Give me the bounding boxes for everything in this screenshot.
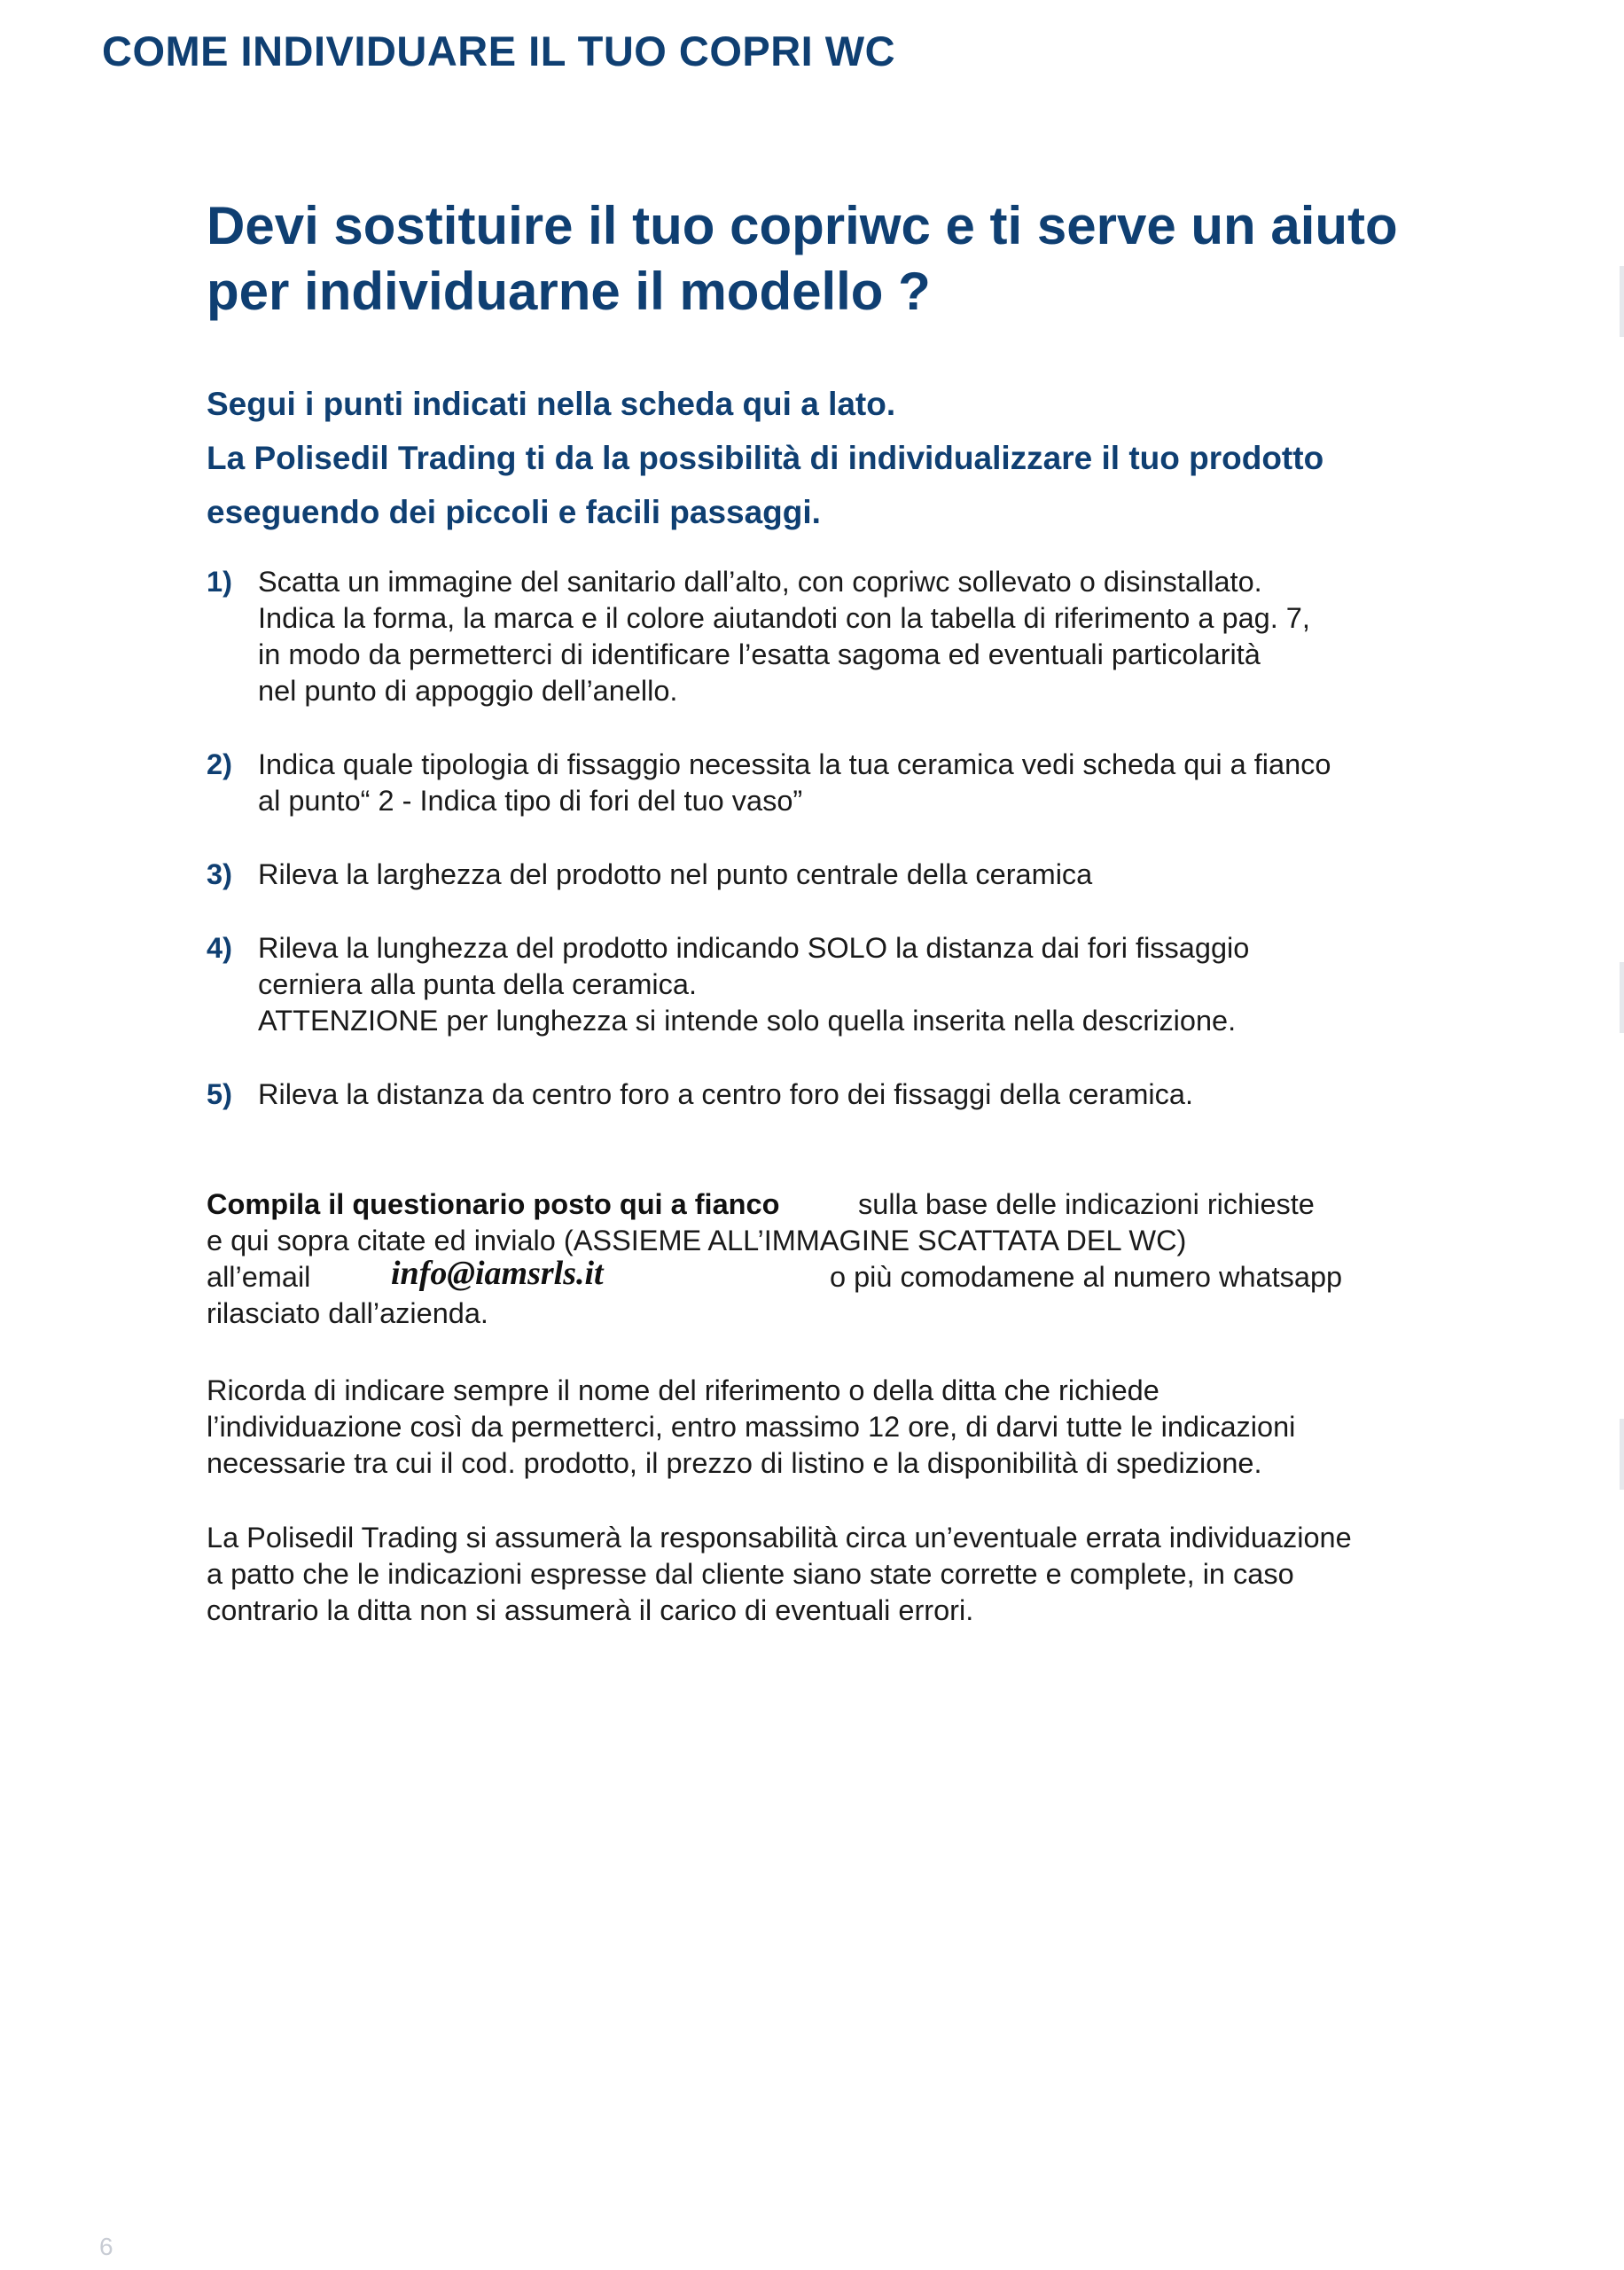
whatsapp-text: o più comodamene al numero whatsapp <box>830 1261 1343 1293</box>
questionnaire-line: e qui sopra citate ed invialo (ASSIEME ALL’IMMAGINE SCATTATA DEL WC) <box>207 1225 1187 1256</box>
questionnaire-line <box>207 1186 1501 1223</box>
step-line: Scatta un immagine del sanitario dall’alto, con copriwc sollevato o disinstallato. <box>258 566 1262 598</box>
questionnaire-line: rilasciato dall’azienda. <box>207 1297 488 1329</box>
step-number: 2) <box>207 748 232 780</box>
step-line: al punto“ 2 - Indica tipo di fori del tuo vaso” <box>258 785 803 817</box>
questionnaire-line-rest: sulla base delle indicazioni richieste <box>858 1188 1315 1220</box>
responsibility-line: a patto che le indicazioni espresse dal cliente siano state corrette e complete, in caso <box>207 1558 1294 1590</box>
responsibility-line: contrario la ditta non si assumerà il carico di eventuali errori. <box>207 1594 974 1626</box>
reminder-line: l’individuazione così da permetterci, entro massimo 12 ore, di darvi tutte le indicazioni <box>207 1411 1296 1443</box>
step-line: cerniera alla punta della ceramica. <box>258 968 697 1000</box>
responsibility-line: La Polisedil Trading si assumerà la responsabilità circa un’eventuale errata individuazione <box>207 1522 1352 1554</box>
headline-line: Devi sostituire il tuo copriwc e ti serve un aiuto <box>207 196 1398 255</box>
step-line: Indica la forma, la marca e il colore aiutandoti con la tabella di riferimento a pag. 7, <box>258 602 1310 634</box>
page-edge-mark <box>1620 962 1624 1033</box>
reminder-line: necessarie tra cui il cod. prodotto, il prezzo di listino e la disponibilità di spedizione. <box>207 1447 1262 1479</box>
step-item <box>207 930 1483 1039</box>
page-edge-mark <box>1620 266 1624 337</box>
intro-line: eseguendo dei piccoli e facili passaggi. <box>207 494 821 530</box>
intro-line: Segui i punti indicati nella scheda qui a lato. <box>207 386 896 422</box>
step-number: 4) <box>207 932 232 964</box>
questionnaire-lead: Compila il questionario posto qui a fianco <box>207 1188 780 1220</box>
step-line: Rileva la distanza da centro foro a centro foro dei fissaggi della ceramica. <box>258 1078 1193 1110</box>
step-line: in modo da permetterci di identificare l’esatta sagoma ed eventuali particolarità <box>258 638 1261 670</box>
reminder-paragraph <box>207 1373 1501 1482</box>
email-label: all’email <box>207 1261 311 1293</box>
questionnaire-paragraph <box>207 1186 1501 1332</box>
step-number: 5) <box>207 1078 232 1110</box>
email-link[interactable]: info@iamsrls.it <box>391 1255 604 1292</box>
step-line: ATTENZIONE per lunghezza si intende solo quella inserita nella descrizione. <box>258 1005 1237 1037</box>
step-number: 3) <box>207 858 232 890</box>
step-number: 1) <box>207 566 232 598</box>
responsibility-paragraph <box>207 1520 1501 1629</box>
intro-paragraph <box>207 377 1492 539</box>
step-line: Indica quale tipologia di fissaggio necessita la tua ceramica vedi scheda qui a fianco <box>258 748 1331 780</box>
reminder-line: Ricorda di indicare sempre il nome del riferimento o della ditta che richiede <box>207 1374 1159 1406</box>
page-headline <box>207 193 1483 325</box>
questionnaire-line <box>207 1255 1501 1295</box>
step-item <box>207 857 1483 893</box>
steps-list <box>207 564 1483 1150</box>
step-line: Rileva la larghezza del prodotto nel punto centrale della ceramica <box>258 858 1093 890</box>
intro-line: La Polisedil Trading ti da la possibilità di individualizzare il tuo prodotto <box>207 440 1324 476</box>
section-title: COME INDIVIDUARE IL TUO COPRI WC <box>102 27 896 74</box>
step-line: Rileva la lunghezza del prodotto indicando SOLO la distanza dai fori fissaggio <box>258 932 1250 964</box>
page-number: 6 <box>99 2233 113 2260</box>
page-edge-mark <box>1620 1419 1624 1490</box>
step-item <box>207 747 1483 819</box>
step-line: nel punto di appoggio dell’anello. <box>258 675 678 707</box>
step-item <box>207 564 1483 709</box>
step-item <box>207 1076 1483 1113</box>
headline-line: per individuarne il modello ? <box>207 262 931 321</box>
